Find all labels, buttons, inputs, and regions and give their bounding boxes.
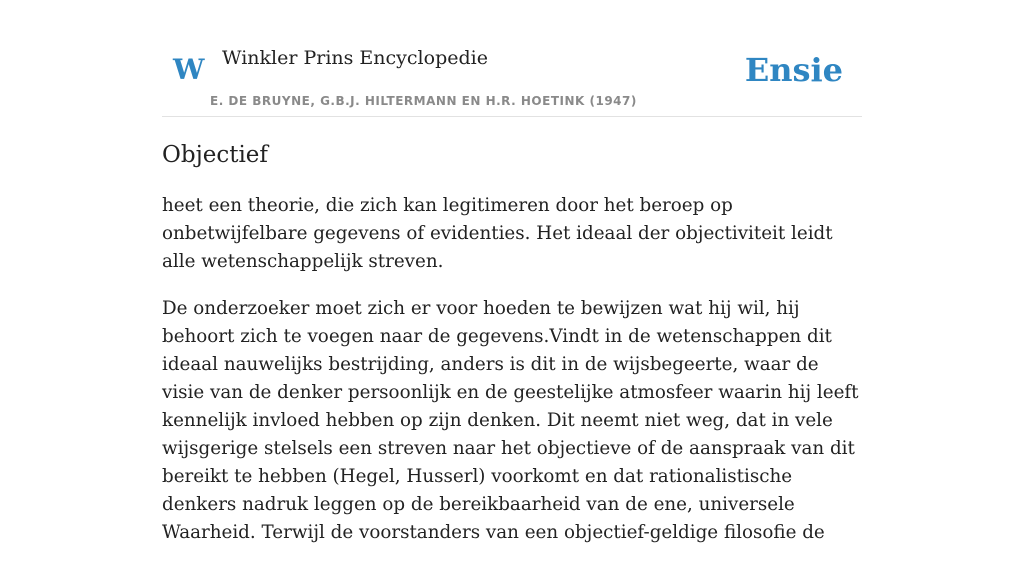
header [162, 0, 862, 117]
ensie-brand-logo[interactable]: Ensie [744, 51, 843, 89]
encyclopedia-logo[interactable]: W [173, 53, 205, 86]
article-body [162, 192, 862, 566]
article-paragraph-2: De onderzoeker moet zich er voor hoeden te bewijzen wat hij wil, hij behoort zich te voegen naar de gegevens.Vindt in de wetenschappen dit ideaal nauwelijks bestrijding, anders is dit in de wijsbegeerte, waar de visie van de denker persoonlijk en de geestelijke atmosfeer waarin hij leeft kennelijk invloed hebben op zijn denken. Dit neemt niet weg, dat in vele wijsgerige stelsels een streven naar het objectieve of de aanspraak van dit bereikt te hebben (Hegel, Husserl) voorkomt en dat rationalistische denkers nadruk leggen op de bereikbaarheid van de ene, universele Waarheid. Terwijl de voorstanders van een objectief-geldige filosofie de [162, 298, 859, 543]
article-headword: Objectief [162, 142, 268, 168]
authors-line: E. DE BRUYNE, G.B.J. HILTERMANN EN H.R. HOETINK (1947) [210, 94, 637, 108]
book-title-link[interactable]: Winkler Prins Encyclopedie [222, 47, 488, 69]
article-paragraph-1: heet een theorie, die zich kan legitimeren door het beroep op onbetwijfelbare gegevens of evidenties. Het ideaal der objectiviteit leidt alle wetenschappelijk streven. [162, 195, 833, 272]
